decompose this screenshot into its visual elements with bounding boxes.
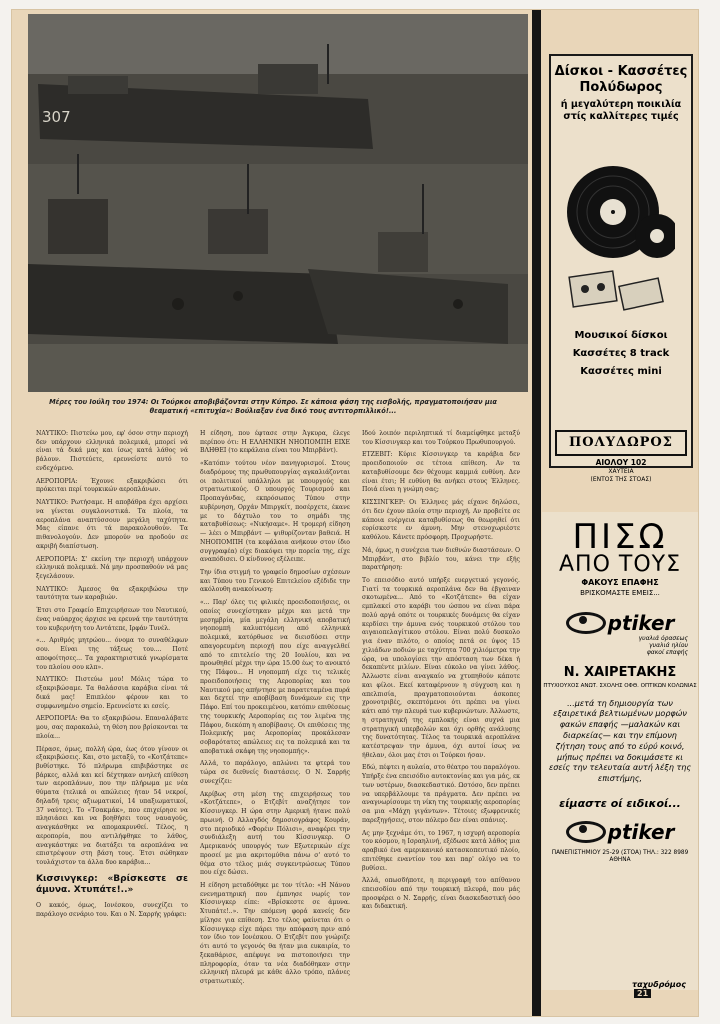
eye-icon (566, 612, 606, 634)
polydoros-advertisement (549, 54, 693, 483)
address-street: ΑΙΟΛΟΥ 102 (595, 458, 647, 467)
photo-illustration (28, 14, 528, 392)
ad-sub-we: ΒΡΙΣΚΟΜΑΣΤΕ ΕΜΕΙΣ... (580, 589, 660, 597)
photo-caption: Μέρες του Ιούλη του 1974: Οι Τούρκοι αποβιβάζονται στην Κύπρο. Σε κάποια φάση της εισβολής, πραγματοποιήσαν μια θεαματική «επιτυχία»: Βούλιαξαν ένα δικό τους αντιτορπιλλικό!... (49, 398, 497, 415)
article-subheadline: Κισσινγκερ: «Βρίσκεστε σε άμυνα. Χτυπάτε!..» (36, 873, 188, 896)
paragraph: ΚΙΣΣΙΝΓΚΕΡ: Οι Έλληνες μάς είχανε δηλώσει, ότι δεν έχουν πλοία στην περιοχή. Αν προβείτε σε κάποια ενέργεια καταβυθίσεως θα θεωρηθεί ότι ευρίσκεστε εν άμυνη. Μην στενοχωριέστε καθόλου. Κάνετε πρόσφορη. Προχωρήστε. (362, 499, 520, 542)
paragraph: Αλλά, το παράλογο, απλώνει τα φτερά του τώρα σε διεθνείς διαστάσεις. Ο Ν. Σαρρής συνεχίζει: (200, 760, 350, 785)
shop-address (542, 850, 698, 865)
magazine-page (12, 10, 698, 1016)
tag-contacts: φακοί επαφής (646, 649, 688, 657)
paragraph: Την ίδια στιγμή το γραφείο δημοσίων σχέσεων και Τύπου του Γενικού Επιτελείου εξέδιδε την ακόλουθη ανακοίνωση: (200, 569, 350, 594)
ad-line-records: Μουσικοί δίσκοι (574, 330, 668, 341)
paragraph: Ακρίβως στη μέση της επιχειρήσεως του «Κοτζάτεπε», ο Ετζεβίτ αναζήτησε τον Κίσσινγκερ. Η ώρα στην Αμερική ήτανε πολύ πρωινή. Ο Αλλαγδός δημοσιογράφος Κουράν, στο περιοδικό «Φορέιν Πόλισι», αναφέρει την συνδιάλεξη αυτή του Κίσσινγκερ. Ο Αμερικανός υπουργός των Εξωτερικών είχε προσεί με μια ακριτομύθια πάνω σ' αυτό το θέμα στο τέλος μιάς συγκεντρώσεως Τύπου που είχε δώσει. (200, 790, 350, 877)
optiker-logo (550, 611, 690, 635)
paragraph: Ιδού λοιπόν περιληπτικά τί διαμείφθηκε μεταξύ του Κίσσινγκερ και του Τούρκου Πρωθυπουργού. (362, 430, 520, 446)
brand-name: ptiker (607, 819, 675, 844)
optician-name: Ν. ΧΑΙΡΕΤΑΚΗΣ (563, 664, 677, 680)
ad-line-mini: Κασσέτες mini (580, 366, 662, 377)
polydoros-logo: ΠΟΛΥΔΩΡΟΣ (555, 430, 687, 456)
ad-sub-lenses: ΦΑΚΟΥΣ ΕΠΑΦΗΣ (581, 578, 659, 587)
optician-title: ΠΤΥΧΙΟΥΧΟΣ ΑΝΩΤ. ΣΧΟΛΗΣ ΟΦΘ. ΟΠΤΙΚΩΝ ΚΟΛΩΝΙΑΣ (543, 682, 697, 689)
paragraph: ΑΕΡΟΠΟΡΙΑ: Θα το εξακριβώσω. Επαναλάβατε μου, σας παρακαλώ, τη θέση που βρίσκονται τα πλοία... (36, 715, 188, 740)
article-column-2 (200, 430, 350, 991)
paragraph: ΑΕΡΟΠΟΡΙΑ: Σ' εκείνη την περιοχή υπάρχουν ελληνικά πολεμικά. Νά μην προσπαθούν νά μας ξεγελάσουν. (36, 555, 188, 581)
brand-tags (542, 635, 688, 657)
paragraph: Εδώ, πέφτει η αυλαία, στο θέατρο του παραλόγου. Υπήρξε ένα επεισόδιο αυτοκτονίας και για μάς, εκ των υστέρων, διασκεδαστικό. Ωστόσο, δεν πρέπει να υπερβάλλουμε τα πράγματα. Δεν πρέπει να αναγνωρίσουμε τη νίκη της τουρκικής αεροπορίας σα μια «Μάχη γιγάντων». Τέτοιες εξωφρενικές παρεξηγήσεις, στον πόλεμο δεν είναι σπάνιες. (362, 764, 520, 824)
ad-tagline: ή μεγαλύτερη ποικιλία στίς καλλίτερες τιμές (560, 99, 682, 123)
ad-line-8track: Κασσέτες 8 track (572, 348, 670, 359)
paragraph: Η είδηση, που έφτασε στην Άγκυρα, έλεγε περίπου ότι: Η ΕΛΛΗΝΙΚΗ ΝΗΟΠΟΜΠΗ ΕΙΧΕ ΒΛΗΘΕΙ (το κεφάλαια είναι του Μπιρβάντ). (200, 430, 350, 455)
page-number: 21 (634, 989, 651, 998)
paragraph: ΝΑΥΤΙΚΟ: Πιστεύω μου, εφ' όσον στην περιοχή δεν υπάρχουν ελληνικά πολεμικά, μπορεί νά είναι τά δικά μας και ίσως κατά λάθος νά βάλουν. Πιστεύετε, ερευνείστε αυτό το ενδεχόμενο. (36, 430, 188, 472)
paragraph: Πέρασε, όμως, πολλή ώρα, έως ότου γίνουν οι εξακριβώσεις. Και, στο μεταξύ, το «Κοτζάτεπε» βυθίστηκε. Τό πλήρωμα επιβιβάστηκε σε βάρκες, αλλά και κεί δέχτηκαν ανηλεή επίθεση των αεροπλάνων, που την πλήρωμα με νέα θύματα (τελικά οι απώλειες ήταν 54 νεκροί, δηλαδή τρεις αξιωματικοί, 14 υπαξιωματικοί, 37 ναύτες). Το «Τσακμάκ», που επιχείρησε να πλησιάσει και να βοηθήσει τους ναυαγούς, αναγκάσθηκε να απομακρυνθεί. Τέλος, η αεροπορία, που αντιλήφθηκε το λάθος, αναγκάστηκε να διατάξει τα αεροπλάνα να επιστρέψουν στη βάση τους. Έτσι σώθηκαν τουλάχιστον τα άλλα δυο καράβια... (36, 745, 188, 867)
paragraph: ΝΑΥΤΙΚΟ: Άμεσος θα εξακριβώσω την ταυτότητα των καραβιών. (36, 585, 188, 602)
shop-city: ΑΘΗΝΑ (609, 857, 631, 864)
brand-name: ptiker (607, 611, 675, 635)
magazine-name: ταχυδρόμος (632, 980, 687, 989)
shop-street: ΠΑΝΕΠΙΣΤΗΜΙΟΥ 25-29 (ΣΤΟΑ) ΤΗΛ.: 322 8989 (551, 849, 689, 856)
hull-number: 307 (42, 108, 71, 126)
paragraph: Έτσι στο Γραφείο Επιχειρήσεων του Ναυτικού, ένας ναύαρχος άρχισε να ερευνά την ταυτότητα του κυβερνήτη του Αντάτεπε, Ιρφάν Τυνέλ. (36, 607, 188, 632)
column-divider (532, 10, 541, 1016)
ad-headline-piso: ΠΙΣΩ (572, 517, 668, 557)
paragraph: Ο κακός, όμως, Ιονέσκου, συνεχίζει το παράλογο σενάριο του. Και ο Ν. Σαρρής γράφει: (36, 902, 188, 919)
paragraph: Η είδηση μεταδόθηκε με τον τίτλο: «Η Νάνου ενενηματηρική που έμπνησε νωρίς τον Κίσσινγκερ είπε: «Βρίσκεστε σε άμυνα. Χτυπάτε!..». Την επόμενη φορά κανείς δεν μίλησε για επίθεση. Στο τέλος φαίνεται ότι ο Κίσσινγκερ είχε πάρει την απόφαση πριν από τον ίδιο τον Ιονέσκου. Ο Ετζεβίτ που γνώριζε ότι αυτό το γεγονός θα ήταν μια ευκαιρία, το ξεκαθάρισε, απέφυγε να πιστοποιήσει την πληροφορία, όταν τα νέα διαδόθηκαν στην ελληνική πλευρά με κάθε άλλο τρόπο, πλάνες στρατιωτικές. (200, 881, 350, 986)
paragraph: ΝΑΥΤΙΚΟ: Ρωτήσαμε. Η αποβάθρα έχει αρχίσει να γίνεται συγκλονιστικά. Τα πλοία, τα αεροπλάνα αναπτύσσουν μεγάλη ταχύτητα. Μας είπανε ότι τά παρακολουθούν. Τα πιθανολογούν. Δεν μπορούν να προδούν σε ακριβή διαπίστωση. (36, 499, 188, 550)
paragraph: «Κατόπιν τούτου νέον πανηγυρισμοί. Στους διαδρόμους της πρωθυπουργίας αγκαλιάζονται οι πολιτικοί υπάλληλοι με υπουργούς και στρατιωτικούς. Ο υπουργός Τουρισμού και Προπαγάνδας, εκπρόσωπος Τύπου στην κυβέρνηση, Ορχάν Μπιργκίτ, ποσέρχετε, έκανε με το δάχτυλο του το σημάδι της καταβυθίσεως: «Νικήσαμε». Η τρομερή είδηση — λέει ο Μπιρβάντ — ψιθυρίζονταν βαθειά. Η ΝΗΟΠΟΜΠΗ (τα κεφάλαια ανήκουν στον ίδιο συγγραφέα) είχε διακόψει την πορεία της, είχε αναπόδισει. Ο κίνδυνος εξέλειπε. (200, 460, 350, 564)
tag-glasses: γυαλιά όρασεως (638, 635, 688, 642)
ad-blurb: ...μετά τη δημιουργία των εξαιρετικά βελτιωμένων μορφών φακών επαφής —μαλακών και διαρκείας— και την επίμονη ζήτηση τους από το εύρύ κοινό, μήπως πρέπει να δοκιμάσετε κι εσείς την τελευταία αυτή λέξη της επιστήμης, (548, 698, 692, 784)
ad-address (551, 458, 691, 483)
address-area: ΧΑΥΤΕΙΑ (608, 467, 634, 475)
paragraph: Νά, όμως, η συνέχεια των διεθνών διαστάσεων. Ο Μπιρβάντ, στο βιβλίο του, κάνει την εξής παρατήρηση: (362, 546, 520, 572)
paragraph: ΕΤΖΕΒΙΤ: Κύριε Κίσσινγκερ τα καράβια δεν προειδοποιούν σε τέτοια επίθεση. Αν τα καταβυθίσουμε δεν θέχουμε καμμιά ευθύνη. Δεν είναι έτσι; Η ευθύνη θα ανήκει στους Έλληνες. Ποιά είναι η γνώμη σας; (362, 451, 520, 494)
ad-title: Δίσκοι - Κασσέτες Πολύδωρος (554, 64, 688, 95)
optiker-logo-bottom (550, 820, 690, 844)
optiker-advertisement (542, 512, 698, 990)
paragraph: «... Παρ' όλες τις φιλικές προειδοποιήσεις, οι οποίες συνεχίστηκαν μέχρι και μετά την μεσημβρία, μία μεγάλη ελληνική αποβατική νηοπομπή καλυπτόμενη από ελληνικά πολεμικά, κατόρθωσε να διεισδύσει στην απαγορευμένη περιοχή που είχε αναγγελθεί από το επιτελείο της 20 Ιουλίου, και να προωθηθεί μέχρι την ώρα 15.00 έως το ανοικτό της Πάφου... Η νηοπομπή είχε τις τελικές προειδοποιήσεις της Αεροπορίας και του Ναυτικού μας απήντησε με παρατεταμένα πυρά και δεχτεί την αποβίβαση δυνάμεων εις την Πάφο. Επί του προκειμένου, κατόπιν επιθέσεως της τουρκικής Αεροπορίας εις τον λιμένα της Πάφου, διεκόπη η αποβίβασις. Οι επιθέσεις της Πολεμικής μας Αεροπορίας προκάλεσαν σοβαρότατες απώλειες εις τα πολεμικά και τα αποβατικά σκάφη της νηοπομπής». (200, 599, 350, 755)
page-footer (632, 980, 698, 998)
address-arcade: (ΕΝΤΟΣ ΤΗΣ ΣΤΟΑΣ) (590, 475, 652, 483)
paragraph: «... Αριθμός μητρώου... όνομα το συναθέλφων σου. Είναι της τάξεως του.... Ποτέ αποφοίτησες... Τα χαρακτηριστικά γνωρίσματα του πλοίου σου κλπ». (36, 637, 188, 671)
article-column-3 (362, 430, 520, 916)
tag-sunglasses: γυαλιά ηλίου (649, 642, 688, 650)
paragraph: Άλλά, οπωσδήποτε, η περιγραφή του απίθανου επεισοδίου από την τουρκική πλευρά, που μάς προσφέρει ο Ν. Σαρρής, είναι διασκεδαστική όσο και διδακτική. (362, 877, 520, 911)
paragraph: ΝΑΥΤΙΚΟ: Πιστεύω μου! Μόλις τώρα το εξακριβώσαμε. Τα θαλάσσια καράβια είναι τά δικά μας! Επιπλέον φέρουν και το συμφωνημένο σημείο. Ερευνείστε κι εσείς. (36, 676, 188, 710)
paragraph: ΑΕΡΟΠΟΡΙΑ: Έχουνε εξακριβώσει ότι πρόκειται περί τουρκικών αεροπλάνων. (36, 477, 188, 494)
ad-headline-apo: ΑΠΟ ΤΟΥΣ (559, 552, 681, 577)
ad-slogan: είμαστε οί ειδικοί... (559, 796, 681, 810)
eye-icon (566, 821, 606, 843)
paragraph: Ας μην ξεχνάμε ότι, το 1967, η ισχυρή αεροπορία του κόσμου, η Ισραηλινή, εξέδωσε κατά λάθος μια αραβικό ένα αμερικανικό κατασκοπευτικό πλοίο, επιτέθηκε εναντίον του και παρ' ολίγο να το βυθίσει. (362, 829, 520, 872)
paragraph: Το επεισόδιο αυτό υπήρξε ευεργετικό γεγονός. Γιατί τα τουρκικά αεροπλάνα δεν θα έβγαιναν σκοτωμένα... Από το «Κοτζάτεπε» θα είχαν εμπλακεί στο καράβι του ώσπου να είναι πάρα πολύ αργά οπότε οι τουρκικές δυνάμεις θα είχαν κερδίσει την άμυνα ενός τουρκικού στόλου του αιγαιοπελαγίτικου στόλου. Είναι πολύ δυσκολο για έναν πιλότο, ο οποίος πετά σε ύψος 15 χιλιάδων ποδιών με ταχύτητα 700 χιλιόμετρα την ώρα, να υπολογίσει την απόσταση των δέκα ή δεκαπέντε μιλίων. Είναι εύκολο να γίνει λάθος. Άλλωστε είναι αναγκαίο να χτυπηθούν κάποτε και φίλοι. Εκεί καταφέρνουν η σύγχυση και η απελπισία, πραγματοποιούνται άσκοπες χρονοτριβές, σκεπτόμενοι ότι πρέπει να γίνει κάτι από την πλευρά των κυβερνώντων. Άλλωστε, η στρατηγική της εμπλοκής είναι συχνά μια στρατηγική υπερβολών και όχι ορθής ανάλυσης της δυνατότητας. Τέλος τα τουρκικά αεροπλάνα κατέστρεψαν την άμυνα, όχι αυτοί ίσως να ήθελαν, όλοι μας έτσι οι Τούρκοι ήσαν. (362, 577, 520, 759)
article-column-1 (36, 430, 188, 924)
landing-ships-photo (28, 14, 528, 392)
